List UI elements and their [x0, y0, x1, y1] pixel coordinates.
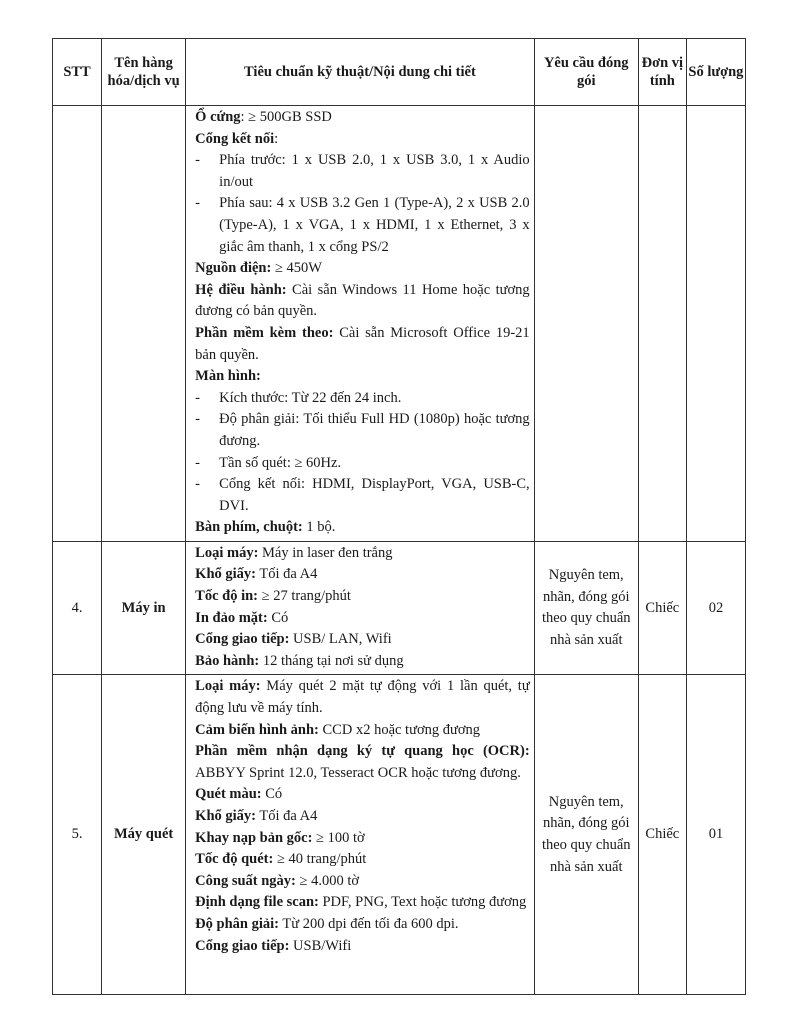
spec-label: Phần mềm nhận dạng ký tự quang học (OCR):	[195, 743, 530, 760]
header-spec: Tiêu chuẩn kỹ thuật/Nội dung chi tiết	[186, 39, 535, 106]
spec-item	[195, 806, 530, 828]
cell-pack: Nguyên tem, nhãn, đóng gói theo quy chuẩn nhà sản xuất	[534, 675, 638, 995]
spec-label: Khổ giấy:	[195, 566, 256, 583]
spec-item	[195, 564, 530, 586]
spec-value: Cài sẵn Microsoft Office 19-21 bản quyền.	[195, 324, 530, 363]
spec-label: Nguồn điện:	[195, 260, 272, 277]
table-row-scanner	[53, 675, 746, 995]
spec-item	[195, 849, 530, 871]
spec-value: USB/Wifi	[289, 937, 352, 954]
cell-pack	[534, 106, 638, 542]
spec-value: ≥ 27 trang/phút	[258, 588, 351, 605]
spec-label: Bảo hành:	[195, 652, 260, 669]
spec-value: ≥ 40 trang/phút	[273, 851, 367, 868]
spec-item	[195, 741, 530, 784]
spec-value: CCD x2 hoặc tương đương	[318, 721, 481, 738]
spec-label: Ổ cứng	[195, 109, 241, 125]
table-row-printer	[53, 541, 746, 675]
cell-name	[102, 106, 186, 542]
spec-item	[195, 871, 530, 893]
spec-label: Phần mềm kèm theo:	[195, 324, 334, 341]
spec-item	[195, 828, 530, 850]
spec-value: Tối đa A4	[256, 566, 318, 583]
spec-value: :	[274, 130, 279, 147]
spec-item	[195, 720, 530, 742]
spec-label: In đảo mặt:	[195, 609, 268, 626]
cell-name: Máy in	[102, 541, 186, 675]
spec-label: Cổng kết nối	[195, 130, 275, 147]
spec-item	[195, 914, 530, 936]
cell-unit: Chiếc	[638, 675, 686, 995]
header-qty: Số lượng	[686, 39, 745, 106]
cell-unit: Chiếc	[638, 541, 686, 675]
cell-name: Máy quét	[102, 675, 186, 995]
spec-label: Màn hình:	[195, 368, 261, 385]
spec-item	[195, 629, 530, 651]
cell-stt: 4.	[53, 541, 102, 675]
spec-value: 12 tháng tại nơi sử dụng	[259, 652, 404, 669]
spec-bullet-item	[195, 150, 530, 193]
spec-item	[195, 258, 530, 280]
spec-bullet-item	[195, 409, 530, 452]
spec-label: Tốc độ in:	[195, 588, 259, 605]
spec-bullet-text: - Độ phân giải: Tối thiểu Full HD (1080p) hoặc tương đương.	[219, 411, 530, 449]
spec-item	[195, 676, 530, 719]
header-name: Tên hàng hóa/dịch vụ	[102, 39, 186, 106]
header-pack: Yêu cầu đóng gói	[534, 39, 638, 106]
spec-item	[195, 323, 530, 366]
spec-value: Tối đa A4	[256, 808, 318, 824]
spec-bullet-item	[195, 453, 530, 475]
spec-value: ABBYY Sprint 12.0, Tesseract OCR hoặc tương đương.	[195, 764, 521, 781]
spec-item	[195, 107, 530, 129]
spec-item	[195, 936, 530, 958]
spec-value: ≥ 4.000 tờ	[295, 872, 360, 889]
spec-value: Từ 200 dpi đến tối đa 600 dpi.	[278, 915, 459, 932]
spec-value: Có	[267, 609, 289, 626]
spec-value: Máy in laser đen trắng	[258, 544, 393, 561]
spec-label: Bàn phím, chuột:	[195, 519, 303, 536]
cell-stt	[53, 106, 102, 542]
cell-pack: Nguyên tem, nhãn, đóng gói theo quy chuẩn nhà sản xuất	[534, 541, 638, 675]
spec-bullet-text: - Phía sau: 4 x USB 3.2 Gen 1 (Type-A), 2 x USB 2.0 (Type-A), 1 x VGA, 1 x HDMI, 1 x Ethernet, 3 x giắc âm thanh, 1 x cổng PS/2	[219, 195, 530, 255]
cell-qty: 01	[686, 675, 745, 995]
table-row-continued	[53, 106, 746, 542]
spec-item	[195, 892, 530, 914]
spec-bullet-text: - Kích thước: Từ 22 đến 24 inch.	[219, 389, 402, 406]
header-row	[53, 39, 746, 106]
spec-label: Cảm biến hình ảnh:	[195, 721, 319, 738]
spec-label: Hệ điều hành:	[195, 281, 287, 298]
spec-value: Máy quét 2 mặt tự động với 1 lần quét, tự động lưu về máy tính.	[195, 678, 530, 717]
header-unit: Đơn vị tính	[638, 39, 686, 106]
spec-bullet-text: - Tần số quét: ≥ 60Hz.	[219, 454, 342, 471]
spec-item	[195, 129, 530, 151]
cell-unit	[638, 106, 686, 542]
spec-label: Tốc độ quét:	[195, 851, 274, 868]
spec-label: Loại máy:	[195, 544, 259, 561]
spec-value: ≥ 450W	[271, 260, 322, 277]
spec-bullet-text: - Cổng kết nối: HDMI, DisplayPort, VGA, USB-C, DVI.	[219, 476, 530, 514]
spec-item	[195, 651, 530, 673]
cell-qty: 02	[686, 541, 745, 675]
specification-table	[52, 38, 746, 995]
spec-value: Cài sẵn Windows 11 Home hoặc tương đương có bản quyền.	[195, 281, 530, 320]
spec-item	[195, 280, 530, 323]
spec-label: Quét màu:	[195, 786, 262, 803]
spec-item	[195, 366, 530, 388]
spec-bullet-item	[195, 193, 530, 258]
spec-value: : ≥ 500GB SSD	[240, 109, 332, 125]
cell-stt: 5.	[53, 675, 102, 995]
spec-item	[195, 784, 530, 806]
spec-value: ≥ 100 tờ	[312, 829, 365, 846]
header-stt: STT	[53, 39, 102, 106]
spec-bullet-item	[195, 474, 530, 517]
spec-label: Cổng giao tiếp:	[195, 937, 290, 954]
spec-value: 1 bộ.	[302, 519, 336, 536]
spec-label: Cổng giao tiếp:	[195, 631, 290, 648]
spec-label: Khổ giấy:	[195, 808, 256, 824]
spec-label: Loại máy:	[195, 678, 261, 695]
spec-bullet-text: - Phía trước: 1 x USB 2.0, 1 x USB 3.0, 1 x Audio in/out	[219, 152, 530, 190]
cell-spec	[186, 675, 535, 995]
spec-label: Công suất ngày:	[195, 872, 296, 889]
spec-value: USB/ LAN, Wifi	[289, 631, 392, 648]
spec-label: Khay nạp bản gốc:	[195, 829, 313, 846]
cell-spec	[186, 106, 535, 542]
cell-qty	[686, 106, 745, 542]
spec-item	[195, 517, 530, 539]
spec-bullet-item	[195, 388, 530, 410]
spec-item	[195, 543, 530, 565]
spec-value: PDF, PNG, Text hoặc tương đương	[318, 894, 527, 911]
cell-spec	[186, 541, 535, 675]
spec-label: Độ phân giải:	[195, 915, 279, 932]
spec-label: Định dạng file scan:	[195, 894, 319, 911]
spec-item	[195, 586, 530, 608]
spec-value: Có	[261, 786, 283, 803]
spec-item	[195, 608, 530, 630]
